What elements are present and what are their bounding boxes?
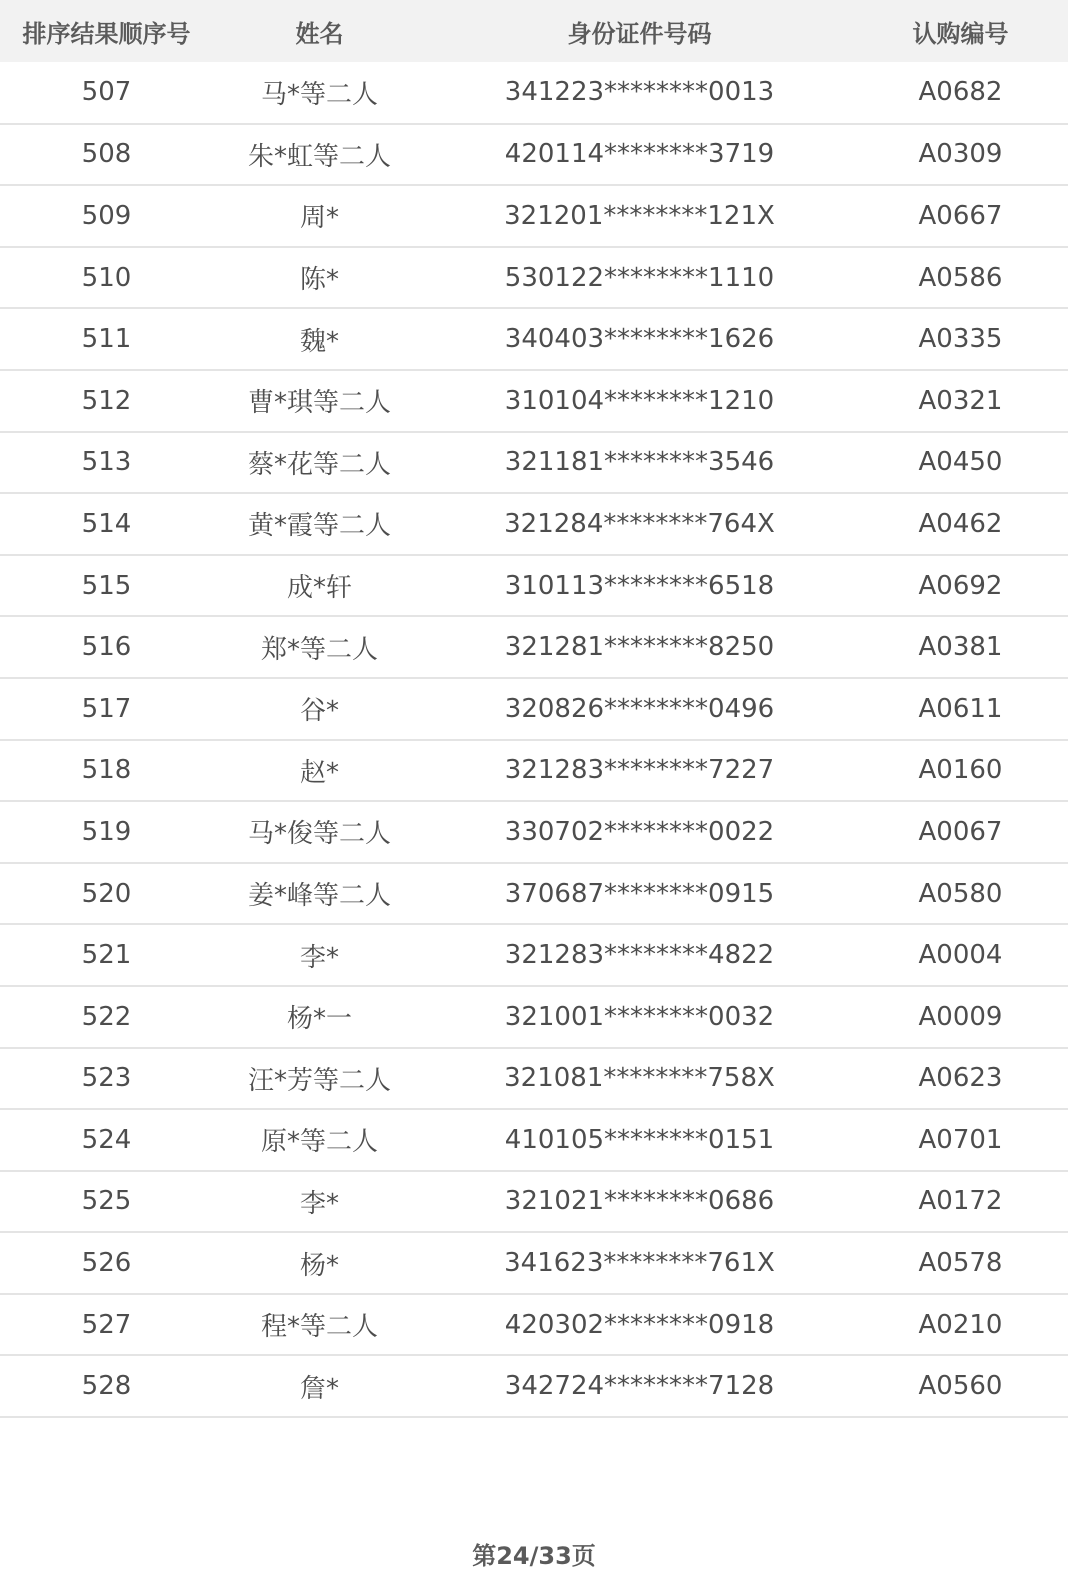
cell-id-number: 342724********7128 [504,1371,775,1402]
cell-order-number: 518 [81,755,132,786]
cell-order-number: 509 [81,200,132,231]
cell-name: 马*俊等二人 [247,819,391,850]
header-row [0,0,1068,62]
table-row [0,308,1068,370]
table-row [0,370,1068,432]
cell-name: 黄*霞等二人 [247,511,391,542]
cell-id-number: 340403********1626 [504,324,775,355]
cell-order-number: 519 [81,816,132,847]
cell-id-number: 321081********758X [504,1063,775,1094]
cell-name: 蔡*花等二人 [247,449,391,480]
cell-order-number: 517 [81,693,132,724]
table-row [0,1294,1068,1356]
cell-id-number: 321021********0686 [504,1186,775,1217]
cell-subscription-number: A0321 [918,385,1003,416]
cell-order-number: 525 [81,1186,132,1217]
cell-name: 魏* [299,326,339,357]
cell-order-number: 512 [81,385,132,416]
cell-subscription-number: A0580 [918,878,1003,909]
cell-id-number: 321283********4822 [504,940,775,971]
cell-order-number: 516 [81,632,132,663]
cell-name: 周* [299,203,339,234]
cell-subscription-number: A0335 [918,324,1003,355]
cell-name: 谷* [299,696,339,727]
cell-id-number: 321283********7227 [504,755,775,786]
table-row [0,185,1068,247]
cell-name: 汪*芳等二人 [247,1065,391,1096]
cell-subscription-number: A0623 [918,1063,1003,1094]
cell-name: 李* [299,942,339,973]
header-subscription-number: 认购编号 [912,19,1009,48]
cell-name: 杨*一 [286,1004,352,1035]
cell-subscription-number: A0682 [918,77,1003,108]
table-row [0,924,1068,986]
cell-subscription-number: A0586 [918,262,1003,293]
header-order-number: 排序结果顺序号 [22,19,191,48]
cell-order-number: 523 [81,1063,132,1094]
cell-order-number: 526 [81,1248,132,1279]
cell-id-number: 330702********0022 [504,816,775,847]
table-row [0,863,1068,925]
cell-id-number: 310104********1210 [504,385,775,416]
cell-order-number: 528 [81,1371,132,1402]
cell-order-number: 513 [81,447,132,478]
cell-id-number: 341623********761X [504,1248,775,1279]
table-row [0,1171,1068,1233]
cell-subscription-number: A0462 [918,508,1003,539]
table-row [0,678,1068,740]
header-id-number: 身份证件号码 [567,19,712,48]
cell-order-number: 522 [81,1001,132,1032]
cell-id-number: 370687********0915 [504,878,775,909]
cell-id-number: 320826********0496 [504,693,775,724]
cell-subscription-number: A0172 [918,1186,1003,1217]
cell-subscription-number: A0210 [918,1309,1003,1340]
table-header [0,0,1068,62]
cell-order-number: 527 [81,1309,132,1340]
cell-id-number: 420302********0918 [504,1309,775,1340]
header-name: 姓名 [295,19,344,48]
table-row [0,1355,1068,1417]
table-row [0,1232,1068,1294]
page-indicator: 第24/33页 [472,1542,596,1570]
cell-id-number: 321001********0032 [504,1001,775,1032]
table-row [0,493,1068,555]
table-body [0,62,1068,1417]
cell-subscription-number: A0450 [918,447,1003,478]
cell-name: 赵* [299,757,339,788]
cell-name: 陈* [299,265,339,296]
table-row [0,740,1068,802]
cell-name: 程*等二人 [260,1312,378,1343]
cell-order-number: 515 [81,570,132,601]
table-row [0,801,1068,863]
cell-name: 朱*虹等二人 [247,141,391,172]
cell-name: 成*轩 [286,573,352,604]
cell-name: 郑*等二人 [260,634,378,665]
cell-subscription-number: A0560 [918,1371,1003,1402]
cell-subscription-number: A0667 [918,200,1003,231]
cell-name: 马*等二人 [260,79,378,110]
table-row [0,1048,1068,1110]
table-row [0,124,1068,186]
cell-order-number: 521 [81,940,132,971]
cell-subscription-number: A0160 [918,755,1003,786]
cell-id-number: 321181********3546 [504,447,775,478]
cell-id-number: 310113********6518 [504,570,775,601]
cell-subscription-number: A0692 [918,570,1003,601]
cell-id-number: 410105********0151 [504,1124,775,1155]
cell-subscription-number: A0578 [918,1248,1003,1279]
cell-id-number: 341223********0013 [504,77,775,108]
cell-subscription-number: A0309 [918,139,1003,170]
table-row [0,616,1068,678]
cell-id-number: 420114********3719 [504,139,775,170]
cell-name: 杨* [299,1250,339,1281]
table-row [0,555,1068,617]
cell-name: 曹*琪等二人 [247,388,391,419]
cell-subscription-number: A0004 [918,940,1003,971]
table-row [0,62,1068,124]
cell-subscription-number: A0009 [918,1001,1003,1032]
cell-name: 原*等二人 [260,1127,378,1158]
cell-order-number: 511 [81,324,132,355]
cell-order-number: 510 [81,262,132,293]
cell-name: 姜*峰等二人 [247,881,391,912]
cell-order-number: 524 [81,1124,132,1155]
cell-id-number: 530122********1110 [504,262,775,293]
cell-name: 李* [299,1188,339,1219]
cell-subscription-number: A0381 [918,632,1003,663]
cell-id-number: 321201********121X [504,200,775,231]
cell-subscription-number: A0701 [918,1124,1003,1155]
table-row [0,432,1068,494]
cell-order-number: 514 [81,508,132,539]
cell-name: 詹* [299,1373,339,1404]
cell-order-number: 508 [81,139,132,170]
cell-order-number: 520 [81,878,132,909]
cell-order-number: 507 [81,77,132,108]
cell-id-number: 321281********8250 [504,632,775,663]
table-row [0,1109,1068,1171]
cell-subscription-number: A0067 [918,816,1003,847]
cell-id-number: 321284********764X [504,508,775,539]
table-row [0,986,1068,1048]
cell-subscription-number: A0611 [918,693,1003,724]
table-row [0,247,1068,309]
